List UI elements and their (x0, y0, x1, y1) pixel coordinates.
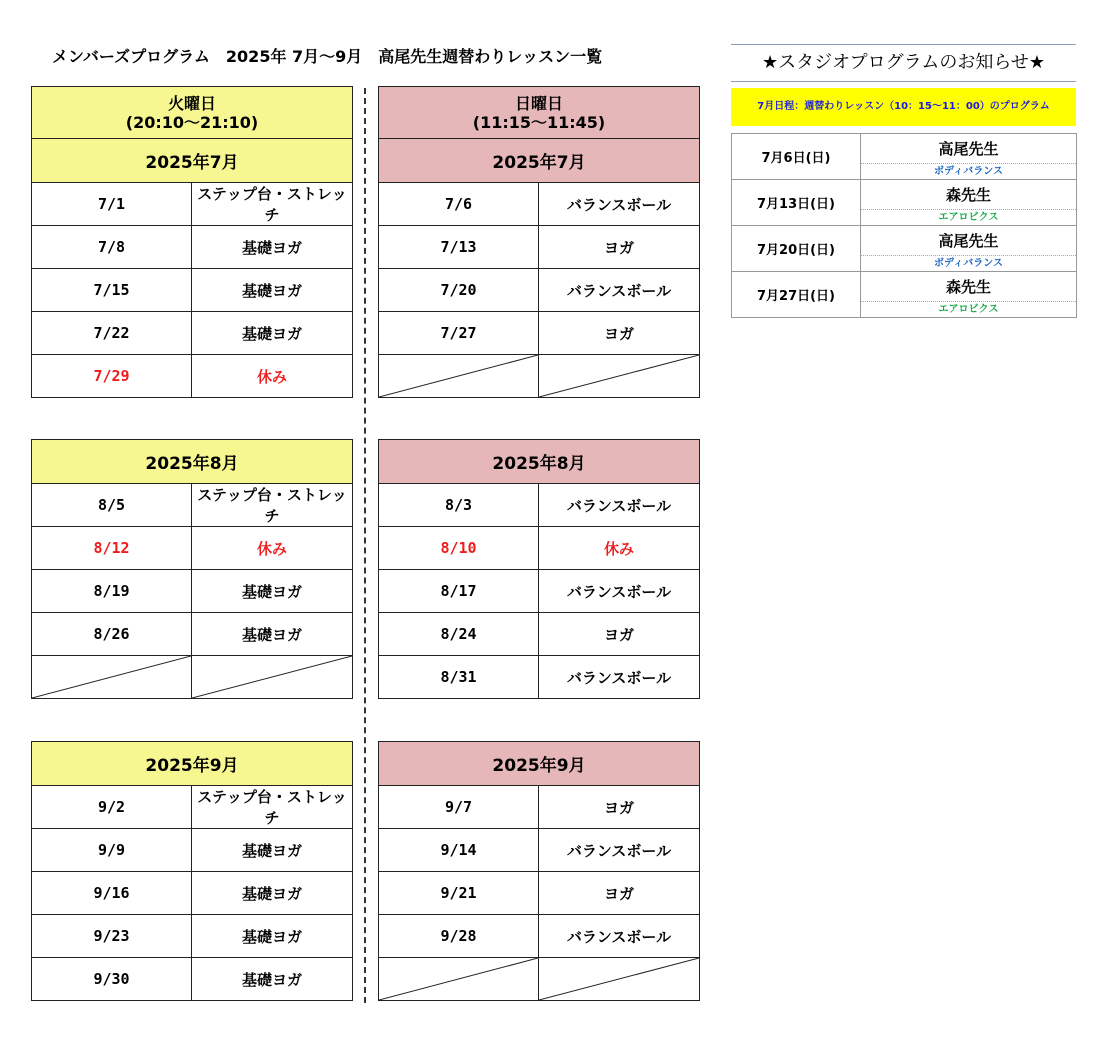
lesson-name: 基礎ヨガ (192, 915, 353, 958)
lesson-date: 7/22 (32, 312, 192, 355)
lesson-date: 7/6 (379, 183, 539, 226)
table-row (379, 183, 700, 226)
program-name: エアロビクス (938, 211, 999, 223)
table-row (379, 269, 700, 312)
lesson-date: 7/29 (32, 355, 192, 398)
day-label: 日曜日 (514, 93, 563, 113)
month-header: 2025年9月 (32, 742, 353, 786)
notice-row (732, 226, 1077, 272)
lesson-date: 8/24 (379, 613, 539, 656)
lesson-name: ステップ台・ストレッチ (192, 484, 353, 527)
table-row (32, 312, 353, 355)
table-row (379, 527, 700, 570)
studio-notice-banner: 7月日程：週替わりレッスン（10：15～11：00）のプログラム (731, 88, 1076, 126)
month-header: 2025年8月 (32, 440, 353, 484)
lesson-name: 基礎ヨガ (192, 958, 353, 1001)
teacher-name: 森先生 (861, 181, 1076, 210)
lesson-name: バランスボール (539, 656, 700, 699)
table-row (379, 226, 700, 269)
tuesday-schedule-month-2 (31, 439, 353, 699)
empty-cell (192, 656, 353, 699)
lesson-name: ヨガ (539, 312, 700, 355)
lesson-name: 基礎ヨガ (192, 226, 353, 269)
empty-cell (379, 355, 539, 398)
table-row (379, 355, 700, 398)
lesson-name: 基礎ヨガ (192, 829, 353, 872)
diagonal-slash-icon (32, 656, 191, 698)
diagonal-slash-icon (192, 656, 352, 698)
notice-info (861, 134, 1077, 180)
lesson-name: ヨガ (539, 872, 700, 915)
teacher-name: 森先生 (861, 273, 1076, 302)
sunday-day-header (379, 87, 700, 139)
day-time: (20:10～21:10) (125, 112, 259, 132)
notice-date: 7月13日(日) (732, 180, 861, 226)
lesson-date: 9/2 (32, 786, 192, 829)
month-header: 2025年7月 (32, 139, 353, 183)
table-row (32, 656, 353, 699)
diagonal-slash-icon (379, 958, 538, 1000)
lesson-date: 9/7 (379, 786, 539, 829)
table-row (379, 613, 700, 656)
lesson-date: 9/28 (379, 915, 539, 958)
lesson-name: ヨガ (539, 226, 700, 269)
program-name: ボディバランス (934, 165, 1003, 177)
diagonal-slash-icon (379, 355, 538, 397)
sunday-schedule-month-1 (378, 86, 700, 398)
tuesday-day-header (32, 87, 353, 139)
lesson-name: バランスボール (539, 915, 700, 958)
lesson-name: バランスボール (539, 269, 700, 312)
table-row (32, 958, 353, 1001)
empty-cell (539, 355, 700, 398)
lesson-date: 8/19 (32, 570, 192, 613)
table-row (379, 958, 700, 1001)
lesson-name: 休み (539, 527, 700, 570)
lesson-name: 基礎ヨガ (192, 570, 353, 613)
table-row (379, 656, 700, 699)
program-name: ボディバランス (934, 257, 1003, 269)
table-row (379, 915, 700, 958)
table-row (379, 484, 700, 527)
table-row (379, 829, 700, 872)
lesson-date: 7/13 (379, 226, 539, 269)
lesson-date: 8/5 (32, 484, 192, 527)
lesson-name: ステップ台・ストレッチ (192, 786, 353, 829)
table-row (32, 269, 353, 312)
table-row (32, 355, 353, 398)
notice-row (732, 180, 1077, 226)
lesson-date: 9/21 (379, 872, 539, 915)
notice-date: 7月27日(日) (732, 272, 861, 318)
day-time: (11:15～11:45) (472, 112, 606, 132)
table-row (32, 183, 353, 226)
tuesday-schedule-month-3 (31, 741, 353, 1001)
table-row (32, 484, 353, 527)
sunday-schedule-month-3 (378, 741, 700, 1001)
lesson-name: バランスボール (539, 484, 700, 527)
lesson-date: 7/8 (32, 226, 192, 269)
lesson-date: 8/31 (379, 656, 539, 699)
lesson-name: 休み (192, 527, 353, 570)
table-row (32, 829, 353, 872)
teacher-name: 高尾先生 (861, 135, 1076, 164)
studio-notice-table (731, 133, 1077, 318)
lesson-name: 基礎ヨガ (192, 269, 353, 312)
lesson-date: 8/17 (379, 570, 539, 613)
table-row (32, 872, 353, 915)
studio-notice-title: ★スタジオプログラムのお知らせ★ (731, 44, 1076, 82)
program-name: エアロビクス (938, 303, 999, 315)
lesson-date: 9/9 (32, 829, 192, 872)
lesson-date: 7/20 (379, 269, 539, 312)
lesson-date: 8/10 (379, 527, 539, 570)
lesson-date: 9/30 (32, 958, 192, 1001)
notice-row (732, 134, 1077, 180)
sunday-schedule-month-2 (378, 439, 700, 699)
diagonal-slash-icon (539, 355, 699, 397)
table-row (379, 786, 700, 829)
notice-row (732, 272, 1077, 318)
lesson-name: 基礎ヨガ (192, 312, 353, 355)
lesson-date: 7/27 (379, 312, 539, 355)
lesson-date: 8/12 (32, 527, 192, 570)
table-row (32, 527, 353, 570)
notice-date: 7月20日(日) (732, 226, 861, 272)
lesson-name: バランスボール (539, 570, 700, 613)
table-row (32, 613, 353, 656)
teacher-name: 高尾先生 (861, 227, 1076, 256)
lesson-name: 基礎ヨガ (192, 872, 353, 915)
notice-date: 7月6日(日) (732, 134, 861, 180)
lesson-name: ヨガ (539, 786, 700, 829)
lesson-name: バランスボール (539, 829, 700, 872)
empty-cell (539, 958, 700, 1001)
column-divider (364, 88, 366, 1003)
lesson-date: 7/15 (32, 269, 192, 312)
lesson-name: 基礎ヨガ (192, 613, 353, 656)
notice-info (861, 226, 1077, 272)
tuesday-schedule-month-1 (31, 86, 353, 398)
lesson-name: 休み (192, 355, 353, 398)
month-header: 2025年8月 (379, 440, 700, 484)
empty-cell (32, 656, 192, 699)
table-row (32, 786, 353, 829)
month-header: 2025年7月 (379, 139, 700, 183)
table-row (32, 226, 353, 269)
table-row (379, 570, 700, 613)
page-title: メンバーズプログラム 2025年 7月～9月 高尾先生週替わりレッスン一覧 (52, 47, 603, 66)
lesson-date: 8/3 (379, 484, 539, 527)
empty-cell (379, 958, 539, 1001)
table-row (32, 570, 353, 613)
table-row (379, 312, 700, 355)
day-label: 火曜日 (167, 93, 216, 113)
lesson-date: 7/1 (32, 183, 192, 226)
notice-info (861, 180, 1077, 226)
lesson-name: ヨガ (539, 613, 700, 656)
lesson-date: 9/23 (32, 915, 192, 958)
lesson-date: 9/16 (32, 872, 192, 915)
lesson-date: 9/14 (379, 829, 539, 872)
lesson-name: バランスボール (539, 183, 700, 226)
lesson-name: ステップ台・ストレッチ (192, 183, 353, 226)
table-row (32, 915, 353, 958)
month-header: 2025年9月 (379, 742, 700, 786)
lesson-date: 8/26 (32, 613, 192, 656)
diagonal-slash-icon (539, 958, 699, 1000)
table-row (379, 872, 700, 915)
notice-info (861, 272, 1077, 318)
